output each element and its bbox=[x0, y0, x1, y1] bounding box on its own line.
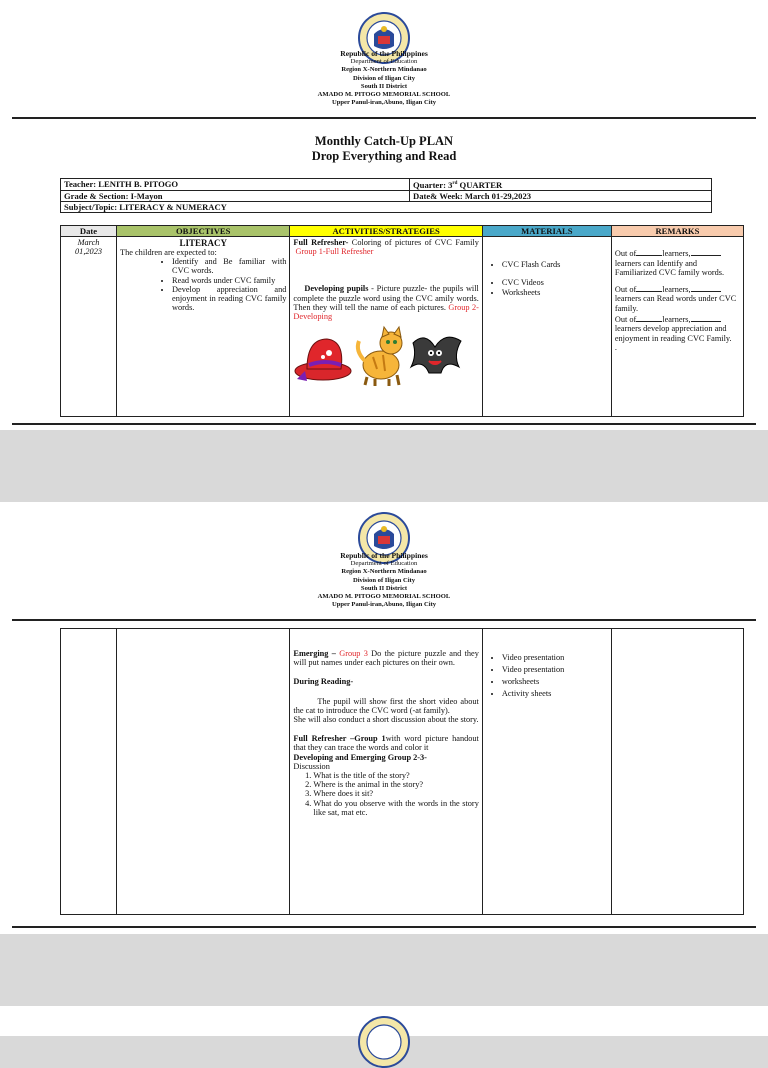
remark-dot: . bbox=[614, 343, 617, 353]
col-header-objectives: OBJECTIVES bbox=[117, 226, 290, 237]
question-item: 1. What is the title of the story? bbox=[313, 771, 478, 780]
info-table bbox=[60, 178, 712, 213]
page-3 bbox=[0, 1006, 768, 1036]
discussion-label: Discussion bbox=[293, 761, 330, 771]
plan-table bbox=[60, 225, 744, 417]
red-hat-icon bbox=[295, 339, 351, 381]
cvc-pictures-illustration bbox=[293, 325, 465, 387]
objective-item: • Read words under CVC family bbox=[172, 276, 286, 285]
question-item: 4. What do you observe with the words in the story like sat, mat etc. bbox=[313, 799, 478, 817]
region-line: Region X-Northern Mindanao bbox=[341, 568, 427, 576]
full-refresher-activity: Full Refresher- Coloring of pictures of CVC Family Group 1-Full Refresher bbox=[293, 238, 479, 257]
col-header-activities: ACTIVITIES/STRATEGIES bbox=[290, 226, 482, 237]
remarks-cell-empty bbox=[611, 629, 743, 915]
materials-cell bbox=[482, 237, 611, 417]
developing-activity: Developing pupils - Picture puzzle- the pupils will complete the puzzle word using the CVC amily words. Then they will tell the name of each pictures. Group 2-Developing bbox=[293, 284, 479, 322]
materials-list bbox=[486, 260, 608, 298]
objectives-cell-empty bbox=[117, 629, 290, 915]
material-item: • CVC Videos bbox=[502, 278, 608, 288]
activities-cell bbox=[290, 237, 482, 417]
letterhead bbox=[0, 50, 768, 107]
page-title bbox=[0, 134, 768, 164]
school-line: AMADO M. PITOGO MEMORIAL SCHOOL bbox=[317, 593, 451, 601]
page-1-bottom-rule bbox=[12, 423, 756, 425]
dateweek-cell: Date& Week: March 01-29,2023 bbox=[410, 190, 712, 201]
header-divider bbox=[12, 117, 756, 119]
objectives-intro: The children are expected to: bbox=[120, 248, 217, 257]
plan-table-continued bbox=[60, 628, 744, 915]
region-line: Region X-Northern Mindanao bbox=[341, 66, 427, 74]
title-line-2: Drop Everything and Read bbox=[311, 149, 457, 163]
remark-read: Out of learners, learners can Read words under CVC family. bbox=[614, 284, 737, 313]
col-header-date: Date bbox=[61, 226, 117, 237]
teacher-cell: Teacher: LENITH B. PITOGO bbox=[61, 179, 410, 191]
objectives-list bbox=[120, 257, 286, 312]
objective-item: • Develop appreciation and enjoyment in reading CVC family words. bbox=[172, 285, 286, 313]
bat-icon bbox=[411, 337, 461, 373]
objective-item: • Identify and Be familiar with CVC words. bbox=[172, 257, 286, 275]
cat-icon bbox=[358, 327, 402, 386]
objectives-heading: LITERACY bbox=[179, 238, 227, 248]
material-item: • Video presentation bbox=[502, 652, 608, 664]
materials-list bbox=[486, 652, 608, 700]
col-header-remarks: REMARKS bbox=[611, 226, 743, 237]
page-2 bbox=[0, 502, 768, 934]
school-line: AMADO M. PITOGO MEMORIAL SCHOOL bbox=[317, 91, 451, 99]
date-cell: March 01,2023 bbox=[61, 237, 117, 417]
page-1 bbox=[0, 0, 768, 430]
address-line: Upper Panul-iran,Abuno, Iligan City bbox=[331, 99, 437, 107]
subject-cell: Subject/Topic: LITERACY & NUMERACY bbox=[61, 201, 712, 212]
emerging-activity: Emerging – Group 3 Do the picture puzzle and they will put names under each pictures on their own. bbox=[293, 649, 479, 668]
material-item: • worksheets bbox=[502, 676, 608, 688]
division-line: Division of Iligan City bbox=[352, 74, 416, 82]
division-line: Division of Iligan City bbox=[352, 576, 416, 584]
grade-cell: Grade & Section: I-Mayon bbox=[61, 190, 410, 201]
objectives-cell bbox=[117, 237, 290, 417]
question-item: 3. Where does it sit? bbox=[313, 789, 478, 798]
col-header-materials: MATERIALS bbox=[482, 226, 611, 237]
date-cell-empty bbox=[61, 629, 117, 915]
discussion-questions bbox=[293, 771, 478, 817]
remark-appreciate: Out of learners, learners develop appreciation and enjoyment in reading CVC Family. bbox=[614, 314, 732, 343]
activities-cell bbox=[290, 629, 482, 915]
full-refresher-activity: Full Refresher –Group 1with word picture handout that they can trace the words and color it bbox=[293, 734, 479, 753]
page-2-bottom-rule bbox=[12, 926, 756, 928]
department-line: Department of Education bbox=[350, 58, 418, 66]
remark-identify: Out of learners, learners can Identify and Familiarized CVC family words. bbox=[614, 249, 725, 278]
header-divider bbox=[12, 619, 756, 621]
question-item: 2. Where is the animal in the story? bbox=[313, 780, 478, 789]
during-reading-heading: During Reading- bbox=[293, 677, 354, 687]
material-item: • Activity sheets bbox=[502, 688, 608, 700]
republic-line: Republic of the Philippines bbox=[340, 49, 428, 58]
during-reading-text: The pupil will show first the short video about the cat to introduce the CVC word (-at family). bbox=[293, 696, 479, 715]
material-item: • CVC Flash Cards bbox=[502, 260, 608, 270]
material-item: • Worksheets bbox=[502, 288, 608, 298]
material-item: • Video presentation bbox=[502, 664, 608, 676]
materials-cell bbox=[482, 629, 611, 915]
district-line: South II District bbox=[360, 82, 408, 90]
developing-emerging-heading: Developing and Emerging Group 2-3- bbox=[293, 752, 427, 762]
discussion-text: She will also conduct a short discussion about the story. bbox=[293, 715, 479, 725]
remarks-cell bbox=[611, 237, 743, 417]
district-line: South II District bbox=[360, 584, 408, 592]
address-line: Upper Panul-iran,Abuno, Iligan City bbox=[331, 601, 437, 609]
department-line: Department of Education bbox=[350, 560, 418, 568]
quarter-cell: Quarter: 3rd QUARTER bbox=[410, 179, 712, 191]
republic-line: Republic of the Philippines bbox=[340, 551, 428, 560]
title-line-1: Monthly Catch-Up PLAN bbox=[314, 134, 454, 148]
letterhead bbox=[0, 552, 768, 609]
